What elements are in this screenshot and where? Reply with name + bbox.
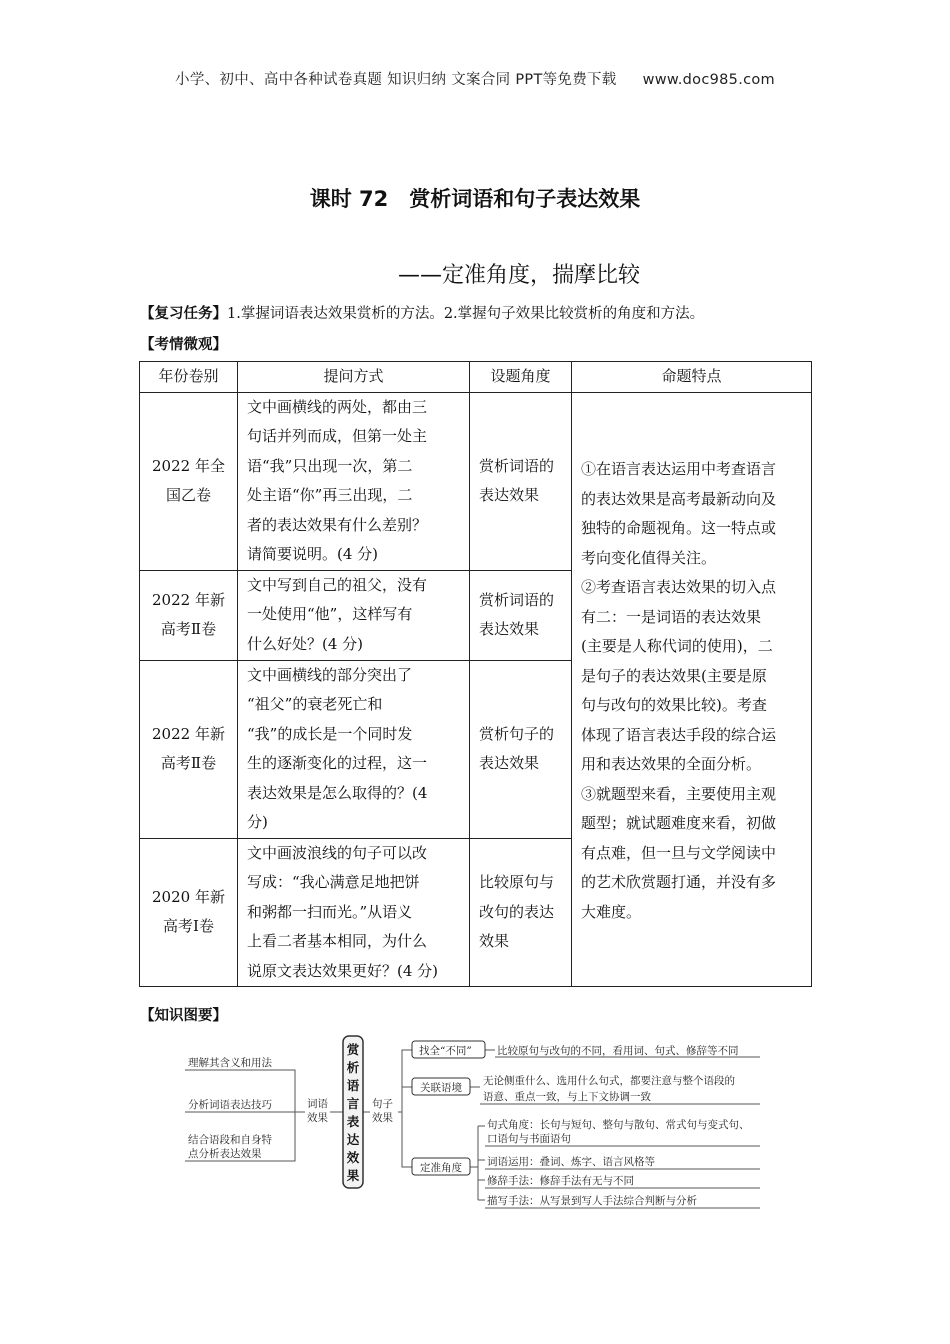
table-row (140, 392, 812, 570)
cell-line: 高考Ⅱ卷 (160, 620, 217, 638)
feature-line: ②考查语言表达效果的切入点 (581, 578, 777, 597)
question-cell (238, 838, 470, 987)
cell-line: 赏析词语的 (479, 456, 555, 475)
question-cell (238, 392, 470, 570)
header-feature: 命题特点 (572, 362, 812, 393)
feature-line: 独特的命题视角。这一特点或 (581, 519, 777, 538)
center-char: 言 (346, 1096, 360, 1111)
cell-line: 赏析词语的 (479, 590, 555, 609)
cell-line: 表达效果是怎么取得的？(4 (247, 783, 428, 802)
angle-cell (470, 838, 572, 987)
right-branch-label: 句子 (372, 1098, 393, 1110)
cell-line: 效果 (479, 932, 510, 950)
cell-line: 赏析句子的 (479, 724, 555, 743)
cell-line: 文中画横线的两处，都由三 (247, 397, 428, 416)
left-branch-label: 效果 (307, 1112, 328, 1124)
knowledge-mindmap (180, 1030, 770, 1215)
cell-line: 分) (247, 813, 268, 831)
node-detail: 句式角度：长句与短句、整句与散句、常式句与变式句、 (487, 1119, 750, 1131)
center-node-box (343, 1036, 363, 1188)
cell-line: 文中画横线的部分突出了 (247, 665, 413, 684)
left-item: 点分析表达效果 (188, 1148, 262, 1160)
feature-line: (主要是人称代词的使用)，二 (581, 637, 773, 656)
cell-line: 2022 年新 (152, 724, 225, 743)
node-detail: 无论侧重什么、选用什么句式，都要注意与整个语段的 (483, 1075, 735, 1087)
cell-line: “我”的成长是一个同时发 (247, 724, 413, 743)
right-brace (398, 1050, 412, 1167)
cell-line: 改句的表达 (479, 902, 555, 921)
feature-line: 考向变化值得关注。 (581, 548, 717, 567)
left-item: 结合语段和自身特 (188, 1134, 272, 1146)
cell-line: 句话并列而成，但第一处主 (247, 427, 428, 445)
cell-line: 比较原句与 (479, 873, 555, 891)
feature-line: 的艺术欣赏题打通，并没有多 (581, 873, 777, 892)
question-cell (238, 570, 470, 660)
year-cell (140, 570, 238, 660)
node-detail: 描写手法：从写景到写人手法综合判断与分析 (487, 1195, 697, 1207)
feature-line: 用和表达效果的全面分析。 (581, 755, 762, 774)
year-cell (140, 838, 238, 987)
left-item: 理解其含义和用法 (188, 1057, 272, 1069)
review-task (140, 302, 704, 323)
site-header-text: 小学、初中、高中各种试卷真题 知识归纳 文案合同 PPT等免费下载 (175, 72, 617, 88)
feature-line: 题型；就试题难度来看，初做 (581, 814, 777, 833)
center-char: 表 (346, 1114, 360, 1129)
cell-line: 上看二者基本相同，为什么 (247, 932, 428, 950)
header-angle: 设题角度 (470, 362, 572, 393)
cell-line: 表达效果 (479, 620, 540, 638)
node-label: 关联语境 (420, 1082, 462, 1094)
cell-line: 说原文表达效果更好？(4 分) (247, 961, 439, 980)
table-header-row (140, 362, 812, 393)
angle-cell (470, 570, 572, 660)
feature-line: 体现了语言表达手段的综合运 (581, 725, 777, 744)
header-question: 提问方式 (238, 362, 470, 393)
header-year: 年份卷别 (140, 362, 238, 393)
review-task-label: 【复习任务】 (140, 306, 227, 322)
cell-line: 文中写到自己的祖父，没有 (247, 575, 428, 594)
cell-line: 写成：“我心满意足地把饼 (247, 873, 420, 891)
center-char: 达 (346, 1132, 360, 1147)
node-detail: 修辞手法：修辞手法有无与不同 (487, 1175, 634, 1187)
page-subtitle: ——定准角度，揣摩比较 (398, 263, 641, 288)
feature-line: 大难度。 (581, 902, 642, 921)
angle-cell (470, 392, 572, 570)
node-label: 定准角度 (420, 1162, 462, 1174)
node-detail: 词语运用：叠词、炼字、语言风格等 (487, 1156, 655, 1168)
question-cell (238, 660, 470, 838)
feature-line: 句与改句的效果比较)。考查 (581, 696, 767, 715)
cell-line: 和粥都一扫而光。”从语义 (247, 902, 413, 921)
feature-cell (572, 392, 812, 987)
angle-cell (470, 660, 572, 838)
cell-line: 表达效果 (479, 486, 540, 504)
cell-line: 者的表达效果有什么差别？ (247, 515, 428, 534)
cell-line: 处主语“你”再三出现，二 (247, 486, 413, 504)
center-char: 果 (346, 1168, 360, 1183)
center-char: 析 (346, 1060, 360, 1075)
cell-line: 2022 年新 (152, 590, 225, 609)
node-detail: 语意、重点一致，与上下文协调一致 (483, 1091, 651, 1103)
center-char: 赏 (346, 1042, 360, 1057)
right-branch-label: 效果 (372, 1112, 393, 1124)
cell-line: 2022 年全 (152, 456, 225, 475)
center-char: 效 (346, 1150, 360, 1165)
page-title: 课时 72 赏析词语和句子表达效果 (309, 187, 641, 211)
feature-line: ①在语言表达运用中考查语言 (581, 460, 777, 479)
left-branch-label: 词语 (307, 1098, 328, 1110)
left-brace (287, 1070, 295, 1161)
cell-line: 一处使用“他”，这样写有 (247, 605, 413, 624)
feature-line: ③就题型来看，主要使用主观 (581, 784, 777, 803)
exam-overview-label: 【考情微观】 (140, 337, 227, 353)
cell-line: 高考Ⅰ卷 (163, 917, 214, 936)
center-char: 语 (346, 1078, 360, 1093)
angle-branch-brace (470, 1126, 485, 1200)
left-item: 分析词语表达技巧 (188, 1099, 272, 1111)
site-url-link[interactable]: www.doc985.com (642, 72, 775, 88)
node-detail: 比较原句与改句的不同，看用词、句式、修辞等不同 (497, 1045, 739, 1057)
cell-line: “祖父”的衰老死亡和 (247, 695, 383, 713)
cell-line: 请简要说明。(4 分) (247, 545, 379, 563)
feature-line: 有二：一是词语的表达效果 (581, 607, 762, 626)
knowledge-map-label: 【知识图要】 (140, 1008, 227, 1024)
cell-line: 高考Ⅱ卷 (160, 754, 217, 772)
exam-table (139, 361, 812, 987)
cell-line: 2020 年新 (152, 887, 225, 906)
cell-line: 语“我”只出现一次，第二 (247, 456, 413, 475)
year-cell (140, 660, 238, 838)
node-detail: 口语句与书面语句 (487, 1133, 571, 1145)
node-label: 找全“不同” (419, 1045, 472, 1057)
feature-line: 是句子的表达效果(主要是原 (581, 666, 767, 685)
feature-line: 的表达效果是高考最新动向及 (581, 489, 777, 508)
cell-line: 表达效果 (479, 754, 540, 772)
feature-line: 有点难，但一旦与文学阅读中 (581, 843, 777, 862)
cell-line: 什么好处？(4 分) (247, 634, 364, 653)
site-header (0, 68, 950, 89)
cell-line: 文中画波浪线的句子可以改 (247, 843, 428, 862)
cell-line: 生的逐渐变化的过程，这一 (247, 754, 428, 772)
cell-line: 国乙卷 (165, 486, 211, 504)
year-cell (140, 392, 238, 570)
review-task-text: 1.掌握词语表达效果赏析的方法。2.掌握句子效果比较赏析的角度和方法。 (227, 306, 705, 322)
